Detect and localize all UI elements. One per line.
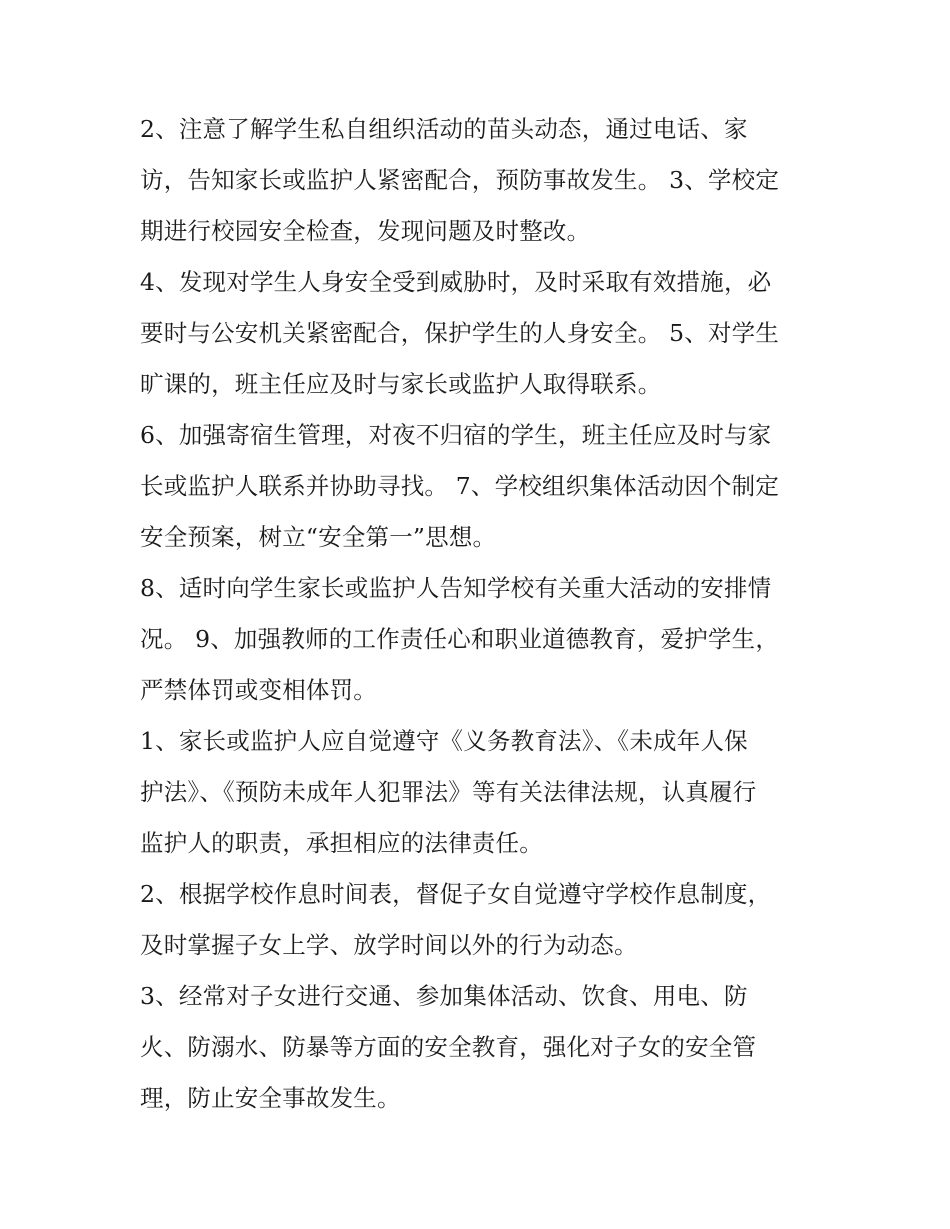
document-body: [140, 104, 830, 1124]
text-line: 及时掌握子女上学、放学时间以外的行为动态。: [140, 931, 638, 959]
text-line: 2、注意了解学生私自组织活动的苗头动态，通过电话、家: [140, 115, 748, 143]
paragraph-school-duty-6: [140, 410, 830, 563]
text-line: 6、加强寄宿生管理，对夜不归宿的学生，班主任应及时与家: [140, 421, 772, 449]
text-line: 2、根据学校作息时间表，督促子女自觉遵守学校作息制度，: [140, 880, 772, 908]
text-line: 护法》、《预防未成年人犯罪法》等有关法律法规，认真履行: [140, 778, 757, 806]
paragraph-school-duty-8: [140, 563, 830, 716]
text-line: 严禁体罚或变相体罚。: [140, 676, 377, 704]
text-line: 3、经常对子女进行交通、参加集体活动、饮食、用电、防: [140, 982, 748, 1010]
text-line: 长或监护人联系并协助寻找。 7、学校组织集体活动因个制定: [140, 472, 780, 500]
text-line: 要时与公安机关紧密配合，保护学生的人身安全。 5、对学生: [140, 319, 780, 347]
text-line: 安全预案，树立“安全第一”思想。: [140, 523, 497, 551]
text-line: 旷课的，班主任应及时与家长或监护人取得联系。: [140, 370, 662, 398]
text-line: 况。 9、加强教师的工作责任心和职业道德教育，爱护学生，: [140, 625, 780, 653]
text-line: 火、防溺水、防暴等方面的安全教育，强化对子女的安全管: [140, 1033, 757, 1061]
paragraph-school-duty-2: [140, 104, 830, 257]
text-line: 期进行校园安全检查，发现问题及时整改。: [140, 217, 591, 245]
text-line: 监护人的职责，承担相应的法律责任。: [140, 829, 543, 857]
paragraph-parent-duty-2: [140, 869, 830, 971]
paragraph-school-duty-4: [140, 257, 830, 410]
text-line: 理，防止安全事故发生。: [140, 1084, 401, 1112]
text-line: 8、适时向学生家长或监护人告知学校有关重大活动的安排情: [140, 574, 772, 602]
paragraph-parent-duty-1: [140, 716, 830, 869]
paragraph-parent-duty-3: [140, 971, 830, 1124]
text-line: 1、家长或监护人应自觉遵守《义务教育法》、《未成年人保: [140, 727, 748, 755]
text-line: 访，告知家长或监护人紧密配合，预防事故发生。 3、学校定: [140, 166, 780, 194]
text-line: 4、发现对学生人身安全受到威胁时，及时采取有效措施，必: [140, 268, 772, 296]
